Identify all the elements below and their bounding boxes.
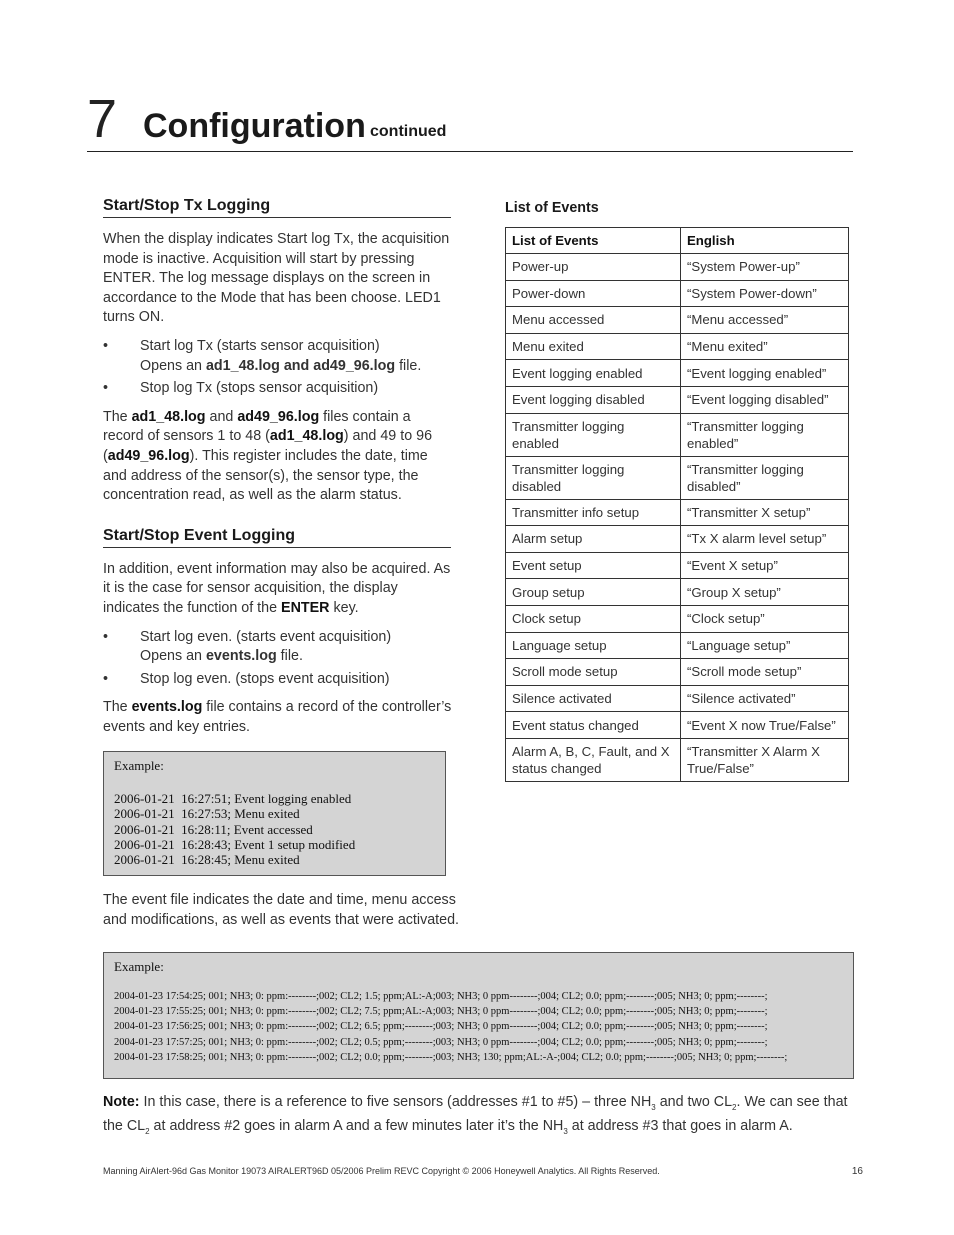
tx-logging-bullets bbox=[103, 337, 455, 399]
event-name-cell: Event setup bbox=[506, 552, 681, 579]
chapter-continued: continued bbox=[370, 123, 447, 140]
event-name-cell: Language setup bbox=[506, 632, 681, 659]
event-name-cell: Menu exited bbox=[506, 333, 681, 360]
event-log-example-box bbox=[103, 751, 446, 876]
event-name-cell: Transmitter logging enabled bbox=[506, 413, 681, 456]
example-line: 2004-01-23 17:58:25; 001; NH3; 0: ppm:--------;002; CL2; 0.0; ppm;--------;003; NH3; 130; ppm;AL:-A-;004; CL2; 0.0; ppm;--------;005; NH3; 0; ppm;--------; bbox=[114, 1051, 788, 1063]
example-line: 2004-01-23 17:56:25; 001; NH3; 0: ppm:--------;002; CL2; 6.5; ppm;--------;003; NH3; 0 ppm--------;004; CL2; 0.0; ppm;--------;005; NH3; 0; ppm;--------; bbox=[114, 1021, 768, 1033]
example-line: 2004-01-23 17:57:25; 001; NH3; 0: ppm:--------;002; CL2; 0.5; ppm;--------;003; NH3; 0 ppm--------;004; CL2; 0.0; ppm;--------;005; NH3; 0; ppm;--------; bbox=[114, 1036, 768, 1048]
table-row bbox=[506, 738, 849, 781]
event-english-cell: “Language setup” bbox=[681, 632, 849, 659]
event-name-cell: Event status changed bbox=[506, 712, 681, 739]
event-name-cell: Silence activated bbox=[506, 685, 681, 712]
event-english-cell: “Event X now True/False” bbox=[681, 712, 849, 739]
event-logging-intro: In addition, event information may also be acquired. As it is the case for sensor acquisition, the display indicates the function of the ENTER key. bbox=[103, 560, 451, 616]
event-name-cell: Alarm A, B, C, Fault, and X status changed bbox=[506, 738, 681, 781]
event-english-cell: “System Power-up” bbox=[681, 254, 849, 281]
event-logging-bullets bbox=[103, 628, 455, 690]
table-row bbox=[506, 413, 849, 456]
tx-logging-intro: When the display indicates Start log Tx, the acquisition mode is inactive. Acquisition will start by pressing ENTER. The log message displays on the screen in accordance to the Mode that has been choose. LED1 turns ON. bbox=[103, 231, 450, 326]
table-row bbox=[506, 307, 849, 334]
example-line: 2004-01-23 17:55:25; 001; NH3; 0: ppm:--------;002; CL2; 7.5; ppm;AL:-A;003; NH3; 0 ppm--------;004; CL2; 0.0; ppm;--------;005; NH3; 0; ppm;--------; bbox=[114, 1006, 768, 1018]
table-row bbox=[506, 712, 849, 739]
event-name-cell: Clock setup bbox=[506, 605, 681, 632]
list-item: • Start log Tx (starts sensor acquisition) Opens an ad1_48.log and ad49_96.log file. bbox=[103, 337, 455, 376]
event-english-cell: “Menu accessed” bbox=[681, 307, 849, 334]
table-row bbox=[506, 456, 849, 499]
table-row bbox=[506, 632, 849, 659]
column-header-event: List of Events bbox=[506, 228, 681, 254]
event-english-cell: “Event X setup” bbox=[681, 552, 849, 579]
table-row bbox=[506, 552, 849, 579]
column-header-english: English bbox=[681, 228, 849, 254]
page-number: 16 bbox=[851, 1166, 863, 1177]
event-english-cell: “Tx X alarm level setup” bbox=[681, 526, 849, 553]
table-row bbox=[506, 360, 849, 387]
example-line: 2006-01-21 16:28:45; Menu exited bbox=[114, 852, 300, 868]
event-logging-file-desc: The events.log file contains a record of the controller’s events and key entries. bbox=[103, 699, 452, 735]
event-name-cell: Transmitter info setup bbox=[506, 499, 681, 526]
table-header-row bbox=[506, 228, 849, 254]
example-line: 2006-01-21 16:28:11; Event accessed bbox=[114, 821, 313, 837]
sensor-log-example-box bbox=[103, 952, 854, 1079]
events-list-title: List of Events bbox=[505, 200, 599, 216]
event-english-cell: “Event logging enabled” bbox=[681, 360, 849, 387]
events-table bbox=[505, 227, 849, 782]
example-line: 2006-01-21 16:27:53; Menu exited bbox=[114, 806, 300, 822]
section-heading-event-logging: Start/Stop Event Logging bbox=[103, 527, 451, 548]
table-row bbox=[506, 499, 849, 526]
event-english-cell: “System Power-down” bbox=[681, 280, 849, 307]
list-item: • Stop log Tx (stops sensor acquisition) bbox=[103, 379, 455, 399]
event-name-cell: Event logging enabled bbox=[506, 360, 681, 387]
event-english-cell: “Transmitter X Alarm X True/False” bbox=[681, 738, 849, 781]
example-line: 2004-01-23 17:54:25; 001; NH3; 0: ppm:--------;002; CL2; 1.5; ppm;AL:-A;003; NH3; 0 ppm--------;004; CL2; 0.0; ppm;--------;005; NH3; 0; ppm;--------; bbox=[114, 991, 768, 1002]
page-footer bbox=[103, 1166, 863, 1176]
event-name-cell: Transmitter logging disabled bbox=[506, 456, 681, 499]
event-english-cell: “Transmitter X setup” bbox=[681, 499, 849, 526]
event-english-cell: “Transmitter logging enabled” bbox=[681, 413, 849, 456]
example-lines bbox=[114, 989, 843, 1065]
table-row bbox=[506, 579, 849, 606]
table-row bbox=[506, 254, 849, 281]
left-column bbox=[103, 197, 455, 746]
event-name-cell: Event logging disabled bbox=[506, 386, 681, 413]
chapter-header bbox=[87, 90, 853, 152]
event-english-cell: “Clock setup” bbox=[681, 605, 849, 632]
tx-logging-files-desc: The ad1_48.log and ad49_96.log files contain a record of sensors 1 to 48 (ad1_48.log) and 49 to 96 (ad49_96.log). This register includes the date, time and address of the sensor(s), the sensor type, the concentration read, as well as the alarm status. bbox=[103, 408, 433, 504]
example-label: Example: bbox=[114, 959, 164, 974]
table-row bbox=[506, 333, 849, 360]
list-item: • Stop log even. (stops event acquisition) bbox=[103, 670, 455, 690]
table-row bbox=[506, 685, 849, 712]
note-paragraph: Note: In this case, there is a reference to five sensors (addresses #1 to #5) – three $NH_3$ and two $CL_2$. We can see that the $CL_2$ at address #2 goes in alarm A and a few minutes later it’s the $NH_3$ at address #3 that goes in alarm A. bbox=[103, 1094, 848, 1137]
table-row bbox=[506, 605, 849, 632]
event-name-cell: Power-up bbox=[506, 254, 681, 281]
section-heading-tx-logging: Start/Stop Tx Logging bbox=[103, 197, 451, 218]
list-item: • Start log even. (starts event acquisition) Opens an events.log file. bbox=[103, 628, 455, 667]
event-english-cell: “Menu exited” bbox=[681, 333, 849, 360]
event-english-cell: “Silence activated” bbox=[681, 685, 849, 712]
table-row bbox=[506, 659, 849, 686]
event-name-cell: Power-down bbox=[506, 280, 681, 307]
table-row bbox=[506, 526, 849, 553]
example-line: 2006-01-21 16:28:43; Event 1 setup modified bbox=[114, 836, 356, 852]
event-name-cell: Scroll mode setup bbox=[506, 659, 681, 686]
chapter-number: 7 bbox=[87, 89, 118, 149]
event-english-cell: “Event logging disabled” bbox=[681, 386, 849, 413]
event-english-cell: “Transmitter logging disabled” bbox=[681, 456, 849, 499]
example-label: Example: bbox=[114, 758, 164, 773]
note-label: Note: bbox=[103, 1094, 140, 1110]
chapter-title: Configuration bbox=[143, 107, 366, 145]
events-table-body bbox=[506, 254, 849, 782]
example-line: 2006-01-21 16:27:51; Event logging enabled bbox=[114, 791, 352, 806]
event-english-cell: “Scroll mode setup” bbox=[681, 659, 849, 686]
table-row bbox=[506, 280, 849, 307]
example-lines bbox=[114, 791, 435, 867]
footer-text: Manning AirAlert-96d Gas Monitor 19073 AIRALERT96D 05/2006 Prelim REVC Copyright © 2006 Honeywell Analytics. All Rights Reserved. bbox=[103, 1166, 660, 1176]
event-english-cell: “Group X setup” bbox=[681, 579, 849, 606]
event-file-description: The event file indicates the date and time, menu access and modifications, as well as events that were activated. bbox=[103, 892, 460, 928]
event-name-cell: Menu accessed bbox=[506, 307, 681, 334]
event-name-cell: Alarm setup bbox=[506, 526, 681, 553]
event-name-cell: Group setup bbox=[506, 579, 681, 606]
table-row bbox=[506, 386, 849, 413]
